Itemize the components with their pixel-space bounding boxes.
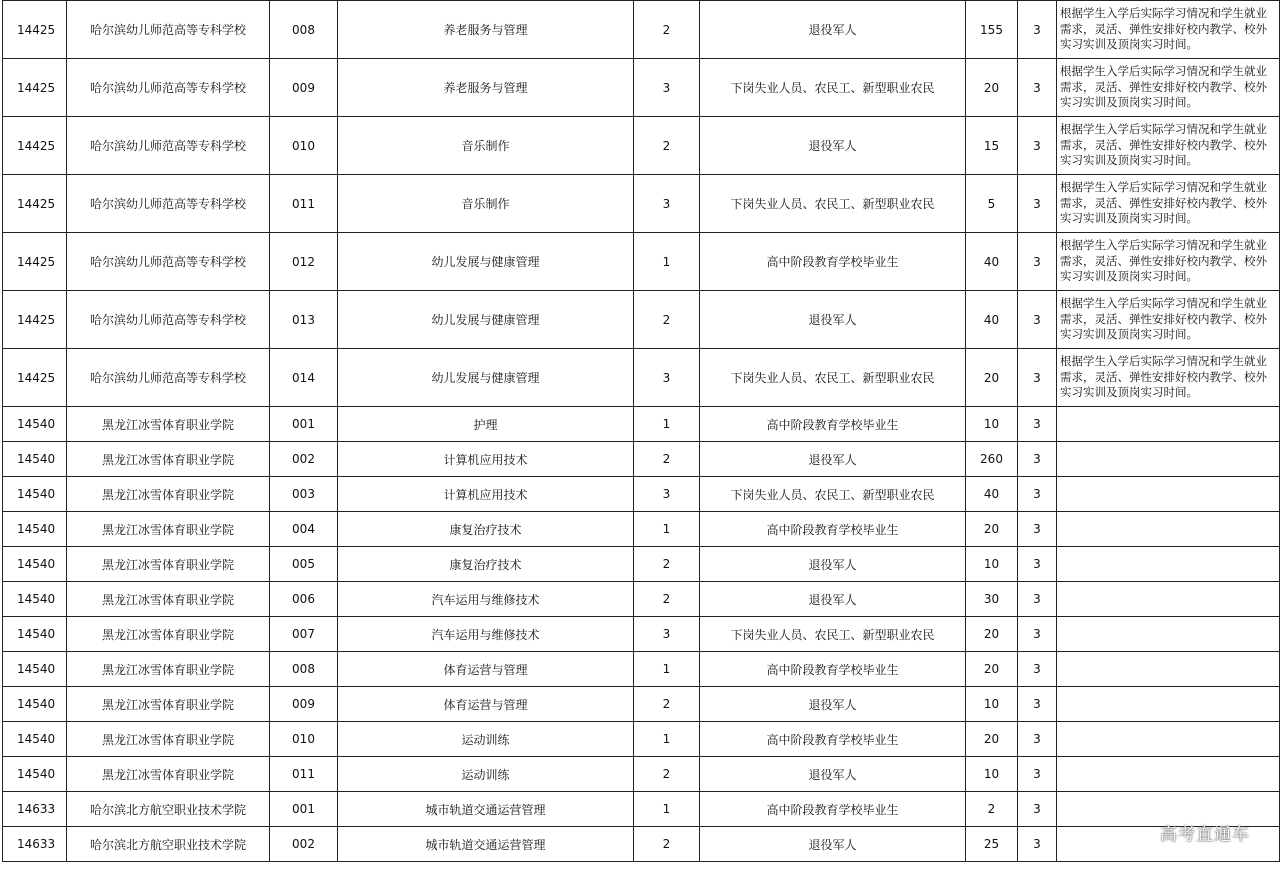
plan-number-cell: 002 [270, 442, 338, 477]
plan-count-cell: 20 [966, 512, 1018, 547]
note-cell [1057, 477, 1280, 512]
student-category-cell: 高中阶段教育学校毕业生 [700, 722, 966, 757]
category-number-cell: 2 [634, 1, 700, 59]
table-row [3, 233, 1280, 291]
category-number-cell: 2 [634, 582, 700, 617]
table-row [3, 617, 1280, 652]
category-number-cell: 1 [634, 652, 700, 687]
plan-count-cell: 5 [966, 175, 1018, 233]
table-row [3, 652, 1280, 687]
note-cell [1057, 547, 1280, 582]
school-name-cell: 黑龙江冰雪体育职业学院 [67, 687, 270, 722]
table-row [3, 175, 1280, 233]
school-code-cell: 14425 [3, 59, 67, 117]
plan-number-cell: 011 [270, 175, 338, 233]
table-row [3, 442, 1280, 477]
plan-count-cell: 30 [966, 582, 1018, 617]
major-name-cell: 运动训练 [338, 757, 634, 792]
school-code-cell: 14540 [3, 652, 67, 687]
school-code-cell: 14633 [3, 792, 67, 827]
table-row [3, 722, 1280, 757]
school-name-cell: 黑龙江冰雪体育职业学院 [67, 722, 270, 757]
study-years-cell: 3 [1018, 547, 1057, 582]
major-name-cell: 康复治疗技术 [338, 512, 634, 547]
school-code-cell: 14540 [3, 407, 67, 442]
student-category-cell: 退役军人 [700, 117, 966, 175]
study-years-cell: 3 [1018, 442, 1057, 477]
school-code-cell: 14425 [3, 291, 67, 349]
school-code-cell: 14540 [3, 582, 67, 617]
school-name-cell: 黑龙江冰雪体育职业学院 [67, 477, 270, 512]
major-name-cell: 护理 [338, 407, 634, 442]
school-name-cell: 哈尔滨幼儿师范高等专科学校 [67, 233, 270, 291]
plan-count-cell: 40 [966, 477, 1018, 512]
student-category-cell: 退役军人 [700, 1, 966, 59]
school-code-cell: 14425 [3, 117, 67, 175]
table-row [3, 291, 1280, 349]
note-cell [1057, 512, 1280, 547]
study-years-cell: 3 [1018, 792, 1057, 827]
major-name-cell: 计算机应用技术 [338, 477, 634, 512]
school-name-cell: 黑龙江冰雪体育职业学院 [67, 442, 270, 477]
study-years-cell: 3 [1018, 175, 1057, 233]
plan-number-cell: 011 [270, 757, 338, 792]
school-name-cell: 黑龙江冰雪体育职业学院 [67, 652, 270, 687]
school-code-cell: 14540 [3, 617, 67, 652]
category-number-cell: 2 [634, 442, 700, 477]
student-category-cell: 高中阶段教育学校毕业生 [700, 512, 966, 547]
plan-number-cell: 008 [270, 1, 338, 59]
category-number-cell: 1 [634, 407, 700, 442]
category-number-cell: 1 [634, 722, 700, 757]
school-code-cell: 14540 [3, 477, 67, 512]
plan-count-cell: 10 [966, 757, 1018, 792]
school-code-cell: 14425 [3, 175, 67, 233]
plan-number-cell: 004 [270, 512, 338, 547]
study-years-cell: 3 [1018, 617, 1057, 652]
school-name-cell: 哈尔滨北方航空职业技术学院 [67, 827, 270, 862]
category-number-cell: 1 [634, 512, 700, 547]
study-years-cell: 3 [1018, 407, 1057, 442]
category-number-cell: 1 [634, 792, 700, 827]
student-category-cell: 下岗失业人员、农民工、新型职业农民 [700, 175, 966, 233]
plan-count-cell: 10 [966, 687, 1018, 722]
major-name-cell: 音乐制作 [338, 117, 634, 175]
category-number-cell: 3 [634, 617, 700, 652]
plan-count-cell: 20 [966, 722, 1018, 757]
study-years-cell: 3 [1018, 233, 1057, 291]
study-years-cell: 3 [1018, 827, 1057, 862]
plan-count-cell: 40 [966, 291, 1018, 349]
school-code-cell: 14540 [3, 442, 67, 477]
study-years-cell: 3 [1018, 512, 1057, 547]
major-name-cell: 幼儿发展与健康管理 [338, 233, 634, 291]
school-name-cell: 黑龙江冰雪体育职业学院 [67, 757, 270, 792]
note-cell: 根据学生入学后实际学习情况和学生就业需求，灵活、弹性安排好校内教学、校外实习实训及顶岗实习时间。 [1057, 175, 1280, 233]
student-category-cell: 高中阶段教育学校毕业生 [700, 792, 966, 827]
category-number-cell: 2 [634, 827, 700, 862]
plan-number-cell: 013 [270, 291, 338, 349]
plan-number-cell: 010 [270, 117, 338, 175]
student-category-cell: 退役军人 [700, 827, 966, 862]
note-cell [1057, 722, 1280, 757]
category-number-cell: 2 [634, 291, 700, 349]
table-body [3, 1, 1280, 862]
school-code-cell: 14425 [3, 233, 67, 291]
plan-count-cell: 20 [966, 652, 1018, 687]
student-category-cell: 退役军人 [700, 757, 966, 792]
study-years-cell: 3 [1018, 652, 1057, 687]
plan-count-cell: 25 [966, 827, 1018, 862]
note-cell [1057, 442, 1280, 477]
school-name-cell: 哈尔滨幼儿师范高等专科学校 [67, 349, 270, 407]
plan-count-cell: 15 [966, 117, 1018, 175]
plan-count-cell: 40 [966, 233, 1018, 291]
study-years-cell: 3 [1018, 291, 1057, 349]
plan-number-cell: 007 [270, 617, 338, 652]
study-years-cell: 3 [1018, 687, 1057, 722]
category-number-cell: 2 [634, 687, 700, 722]
major-name-cell: 体育运营与管理 [338, 652, 634, 687]
note-cell [1057, 687, 1280, 722]
student-category-cell: 下岗失业人员、农民工、新型职业农民 [700, 349, 966, 407]
study-years-cell: 3 [1018, 1, 1057, 59]
note-cell [1057, 582, 1280, 617]
school-code-cell: 14425 [3, 349, 67, 407]
note-cell [1057, 757, 1280, 792]
major-name-cell: 计算机应用技术 [338, 442, 634, 477]
note-cell: 根据学生入学后实际学习情况和学生就业需求，灵活、弹性安排好校内教学、校外实习实训及顶岗实习时间。 [1057, 117, 1280, 175]
note-cell: 根据学生入学后实际学习情况和学生就业需求，灵活、弹性安排好校内教学、校外实习实训及顶岗实习时间。 [1057, 1, 1280, 59]
major-name-cell: 养老服务与管理 [338, 59, 634, 117]
major-name-cell: 养老服务与管理 [338, 1, 634, 59]
table-row [3, 59, 1280, 117]
school-name-cell: 哈尔滨北方航空职业技术学院 [67, 792, 270, 827]
plan-number-cell: 010 [270, 722, 338, 757]
category-number-cell: 2 [634, 757, 700, 792]
school-name-cell: 黑龙江冰雪体育职业学院 [67, 617, 270, 652]
table-row [3, 512, 1280, 547]
major-name-cell: 康复治疗技术 [338, 547, 634, 582]
enrollment-plan-table [2, 0, 1280, 862]
category-number-cell: 3 [634, 349, 700, 407]
note-cell [1057, 652, 1280, 687]
table-row [3, 1, 1280, 59]
plan-count-cell: 2 [966, 792, 1018, 827]
note-cell: 根据学生入学后实际学习情况和学生就业需求，灵活、弹性安排好校内教学、校外实习实训及顶岗实习时间。 [1057, 59, 1280, 117]
study-years-cell: 3 [1018, 59, 1057, 117]
major-name-cell: 汽车运用与维修技术 [338, 582, 634, 617]
table-row [3, 687, 1280, 722]
school-name-cell: 黑龙江冰雪体育职业学院 [67, 407, 270, 442]
school-name-cell: 哈尔滨幼儿师范高等专科学校 [67, 291, 270, 349]
school-code-cell: 14540 [3, 722, 67, 757]
study-years-cell: 3 [1018, 582, 1057, 617]
table-row [3, 827, 1280, 862]
table-row [3, 582, 1280, 617]
note-cell: 根据学生入学后实际学习情况和学生就业需求，灵活、弹性安排好校内教学、校外实习实训及顶岗实习时间。 [1057, 291, 1280, 349]
plan-count-cell: 20 [966, 349, 1018, 407]
student-category-cell: 高中阶段教育学校毕业生 [700, 233, 966, 291]
study-years-cell: 3 [1018, 757, 1057, 792]
school-code-cell: 14540 [3, 757, 67, 792]
school-name-cell: 黑龙江冰雪体育职业学院 [67, 582, 270, 617]
plan-number-cell: 014 [270, 349, 338, 407]
category-number-cell: 3 [634, 59, 700, 117]
school-code-cell: 14540 [3, 547, 67, 582]
note-cell [1057, 617, 1280, 652]
major-name-cell: 城市轨道交通运营管理 [338, 792, 634, 827]
major-name-cell: 幼儿发展与健康管理 [338, 291, 634, 349]
plan-number-cell: 012 [270, 233, 338, 291]
watermark-text: 高考直通车 [1160, 825, 1250, 845]
school-name-cell: 哈尔滨幼儿师范高等专科学校 [67, 175, 270, 233]
plan-number-cell: 009 [270, 687, 338, 722]
school-code-cell: 14425 [3, 1, 67, 59]
major-name-cell: 汽车运用与维修技术 [338, 617, 634, 652]
student-category-cell: 下岗失业人员、农民工、新型职业农民 [700, 617, 966, 652]
plan-number-cell: 001 [270, 792, 338, 827]
plan-number-cell: 008 [270, 652, 338, 687]
school-name-cell: 黑龙江冰雪体育职业学院 [67, 547, 270, 582]
student-category-cell: 退役军人 [700, 582, 966, 617]
category-number-cell: 3 [634, 477, 700, 512]
category-number-cell: 2 [634, 547, 700, 582]
plan-count-cell: 20 [966, 617, 1018, 652]
student-category-cell: 高中阶段教育学校毕业生 [700, 407, 966, 442]
plan-number-cell: 003 [270, 477, 338, 512]
major-name-cell: 体育运营与管理 [338, 687, 634, 722]
student-category-cell: 退役军人 [700, 687, 966, 722]
plan-count-cell: 20 [966, 59, 1018, 117]
school-code-cell: 14540 [3, 512, 67, 547]
table-row [3, 547, 1280, 582]
school-code-cell: 14540 [3, 687, 67, 722]
category-number-cell: 3 [634, 175, 700, 233]
plan-number-cell: 002 [270, 827, 338, 862]
study-years-cell: 3 [1018, 117, 1057, 175]
table-row [3, 117, 1280, 175]
note-cell: 根据学生入学后实际学习情况和学生就业需求，灵活、弹性安排好校内教学、校外实习实训及顶岗实习时间。 [1057, 349, 1280, 407]
note-cell: 根据学生入学后实际学习情况和学生就业需求，灵活、弹性安排好校内教学、校外实习实训及顶岗实习时间。 [1057, 233, 1280, 291]
category-number-cell: 2 [634, 117, 700, 175]
table-row [3, 349, 1280, 407]
student-category-cell: 退役军人 [700, 547, 966, 582]
plan-number-cell: 005 [270, 547, 338, 582]
study-years-cell: 3 [1018, 722, 1057, 757]
plan-number-cell: 001 [270, 407, 338, 442]
note-cell [1057, 407, 1280, 442]
major-name-cell: 音乐制作 [338, 175, 634, 233]
student-category-cell: 退役军人 [700, 442, 966, 477]
major-name-cell: 城市轨道交通运营管理 [338, 827, 634, 862]
student-category-cell: 下岗失业人员、农民工、新型职业农民 [700, 477, 966, 512]
student-category-cell: 下岗失业人员、农民工、新型职业农民 [700, 59, 966, 117]
school-name-cell: 黑龙江冰雪体育职业学院 [67, 512, 270, 547]
student-category-cell: 退役军人 [700, 291, 966, 349]
category-number-cell: 1 [634, 233, 700, 291]
school-code-cell: 14633 [3, 827, 67, 862]
major-name-cell: 幼儿发展与健康管理 [338, 349, 634, 407]
study-years-cell: 3 [1018, 477, 1057, 512]
plan-count-cell: 155 [966, 1, 1018, 59]
student-category-cell: 高中阶段教育学校毕业生 [700, 652, 966, 687]
school-name-cell: 哈尔滨幼儿师范高等专科学校 [67, 1, 270, 59]
table-row [3, 477, 1280, 512]
major-name-cell: 运动训练 [338, 722, 634, 757]
table-row [3, 407, 1280, 442]
plan-number-cell: 009 [270, 59, 338, 117]
school-name-cell: 哈尔滨幼儿师范高等专科学校 [67, 59, 270, 117]
study-years-cell: 3 [1018, 349, 1057, 407]
plan-count-cell: 10 [966, 547, 1018, 582]
school-name-cell: 哈尔滨幼儿师范高等专科学校 [67, 117, 270, 175]
table-row [3, 757, 1280, 792]
plan-number-cell: 006 [270, 582, 338, 617]
table-row [3, 792, 1280, 827]
plan-count-cell: 260 [966, 442, 1018, 477]
plan-count-cell: 10 [966, 407, 1018, 442]
